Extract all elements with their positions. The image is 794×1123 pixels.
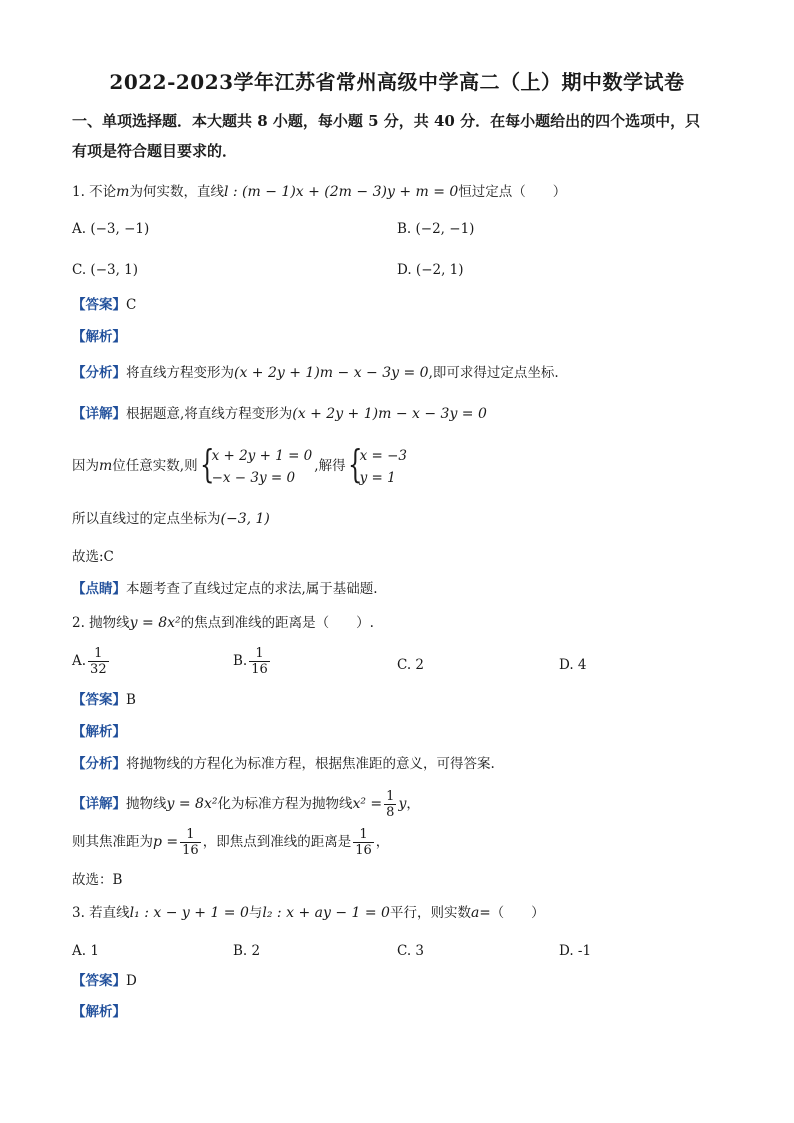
q2-option-b: B. $\frac{1}{16}$ — [233, 646, 268, 677]
q3-option-c: C. 3 — [397, 943, 425, 959]
q1-system: 因为m位任意实数,则 { x + 2y + 1 = 0 −x − 3y = 0 ,解得 { x = −3 y = 1 — [72, 441, 409, 491]
q2-analysis-tag: 【解析】 — [72, 724, 126, 740]
q3-option-a: A. 1 — [72, 943, 99, 959]
q1-line-equation: l : (m − 1)x + (2m − 3)y + m = 0 — [223, 184, 459, 200]
q2-focal-distance: 则其焦准距为p = $\frac{1}{16}$ ，即焦点到准线的距离是 $\frac{1}{16}$ ， — [72, 827, 390, 858]
q3-answer: 【答案】D — [72, 973, 137, 989]
q1-option-d: D. (−2, 1) — [397, 262, 464, 278]
q2-option-d: D. 4 — [559, 657, 587, 673]
q1-analysis-tag: 【解析】 — [72, 329, 126, 345]
q1-equation-system: { x + 2y + 1 = 0 −x − 3y = 0 — [199, 441, 313, 486]
q3-option-b: B. 2 — [233, 943, 261, 959]
q1-fenxi: 【分析】将直线方程变形为(x + 2y + 1)m − x − 3y = 0,即可求得过定点坐标. — [72, 365, 559, 381]
q1-conclusion: 所以直线过的定点坐标为(−3, 1) — [72, 511, 270, 527]
q2-answer: 【答案】B — [72, 692, 136, 708]
q1-option-a: A. (−3, −1) — [72, 221, 150, 237]
q3-analysis-tag: 【解析】 — [72, 1004, 126, 1020]
q1-solution-system: { x = −3 y = 1 — [347, 441, 407, 486]
q2-choose: 故选：B — [72, 872, 123, 888]
q3-stem: 3. 若直线l₁ : x − y + 1 = 0与l₂ : x + ay − 1 = 0平行，则实数a=（ ） — [72, 905, 545, 921]
section-heading — [72, 106, 732, 166]
q1-answer: 【答案】C — [72, 297, 137, 313]
q1-option-b: B. (−2, −1) — [397, 221, 475, 237]
q2-option-c: C. 2 — [397, 657, 425, 673]
q2-option-a: A. $\frac{1}{32}$ — [72, 646, 107, 677]
q3-option-d: D. -1 — [559, 943, 592, 959]
section-heading-line-2: 有项是符合题目要求的． — [72, 142, 238, 160]
q1-stem: 1. 不论m为何实数，直线l : (m − 1)x + (2m − 3)y + m = 0恒过定点（ ） — [72, 184, 567, 200]
q1-detail: 【详解】根据题意,将直线方程变形为(x + 2y + 1)m − x − 3y = 0 — [72, 406, 487, 422]
section-heading-line-1: 一、单项选择题．本大题共 8 小题，每小题 5 分，共 40 分．在每小题给出的四个选项中，只 — [72, 112, 701, 130]
q2-stem: 2. 抛物线y = 8x²的焦点到准线的距离是（ ）. — [72, 615, 374, 631]
page-title: 2022-2023学年江苏省常州高级中学高二（上）期中数学试卷 — [109, 70, 685, 94]
q1-choose: 故选:C — [72, 549, 114, 565]
q1-option-c: C. (−3, 1) — [72, 262, 139, 278]
q1-comment: 【点睛】本题考查了直线过定点的求法,属于基础题. — [72, 581, 378, 597]
q2-detail: 【详解】抛物线y = 8x²化为标准方程为抛物线x² = $\frac{1}{8}$ y， — [72, 789, 420, 820]
q2-fenxi: 【分析】将抛物线的方程化为标准方程，根据焦准距的意义，可得答案. — [72, 756, 495, 772]
